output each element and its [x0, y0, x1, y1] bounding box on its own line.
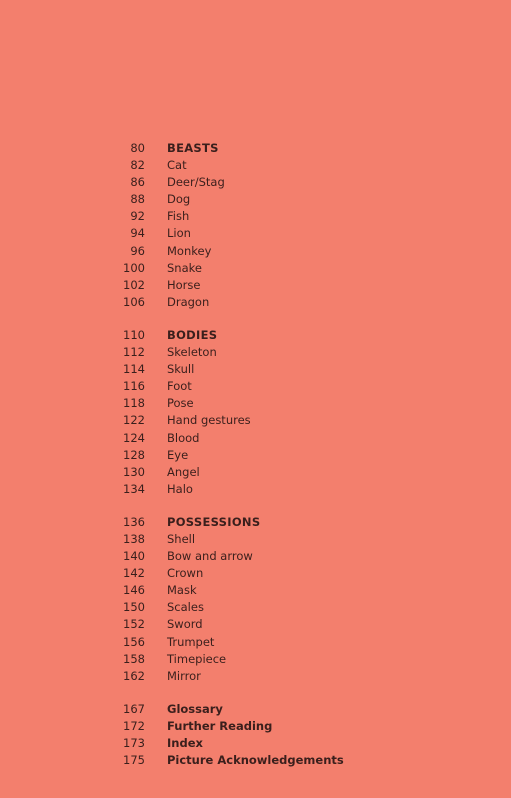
page-number: 173 — [123, 736, 145, 750]
entry-title: Halo — [167, 481, 193, 496]
page-number: 167 — [123, 701, 145, 716]
entry-title: Monkey — [167, 243, 212, 258]
list-item — [0, 157, 511, 174]
list-item — [0, 294, 511, 311]
section-appendix — [0, 701, 511, 769]
list-item — [0, 582, 511, 599]
list-item — [0, 634, 511, 651]
page-number: 96 — [130, 243, 145, 258]
list-item — [0, 464, 511, 481]
list-item — [0, 174, 511, 191]
list-item — [0, 430, 511, 447]
list-item — [0, 718, 511, 735]
entry-title: Cat — [167, 158, 187, 173]
list-item — [0, 260, 511, 277]
page-number: 94 — [130, 226, 145, 241]
page-number: 142 — [123, 566, 145, 581]
page-number: 175 — [123, 753, 145, 768]
page-number: 124 — [123, 430, 145, 445]
list-item — [0, 651, 511, 668]
entry-title: Dragon — [167, 294, 210, 309]
entry-title: Deer/Stag — [167, 175, 225, 190]
entry-title: Further Reading — [167, 718, 273, 733]
section-beasts — [0, 140, 511, 311]
entry-title: Shell — [167, 531, 196, 546]
entry-title: Horse — [167, 277, 201, 292]
entry-title: Eye — [167, 447, 189, 462]
entry-title: Snake — [167, 260, 202, 275]
page-number: 162 — [123, 668, 145, 683]
page-number: 134 — [123, 481, 145, 496]
list-item — [0, 344, 511, 361]
list-item — [0, 225, 511, 242]
list-item — [0, 243, 511, 260]
page-number: 80 — [130, 141, 145, 155]
list-item — [0, 752, 511, 769]
page-number: 92 — [130, 209, 145, 224]
entry-title: Crown — [167, 566, 204, 581]
page-number: 122 — [123, 413, 145, 428]
entry-title: Skull — [167, 362, 195, 377]
page-number: 82 — [130, 158, 145, 173]
entry-title: Blood — [167, 430, 200, 445]
list-item — [0, 395, 511, 412]
entry-title: Skeleton — [167, 345, 217, 360]
list-item — [0, 481, 511, 498]
page-number: 172 — [123, 718, 145, 733]
entry-title: Foot — [167, 379, 192, 394]
entry-title: Mask — [167, 583, 197, 598]
entry-title: Fish — [167, 209, 190, 224]
list-item — [0, 735, 511, 752]
list-item — [0, 565, 511, 582]
entry-title: Angel — [167, 464, 200, 479]
page-number: 130 — [123, 464, 145, 479]
list-item — [0, 531, 511, 548]
entry-title: Scales — [167, 600, 204, 615]
page-number: 112 — [123, 345, 145, 360]
list-item — [0, 361, 511, 378]
entry-title: Bow and arrow — [167, 549, 253, 564]
list-item — [0, 616, 511, 633]
page-number: 128 — [123, 447, 145, 462]
section-title: BODIES — [167, 327, 218, 342]
page-number: 110 — [123, 327, 145, 342]
section-heading — [0, 327, 511, 344]
entry-title: Pose — [167, 396, 194, 411]
list-item — [0, 668, 511, 685]
page-number: 116 — [123, 379, 145, 394]
page-number: 114 — [123, 362, 145, 377]
page-number: 146 — [123, 583, 145, 598]
page-number: 88 — [130, 192, 145, 207]
section-title: BEASTS — [167, 141, 219, 155]
entry-title: Trumpet — [167, 634, 215, 649]
list-item — [0, 701, 511, 718]
section-heading — [0, 140, 511, 157]
list-item — [0, 447, 511, 464]
page-number: 140 — [123, 549, 145, 564]
page-number: 156 — [123, 634, 145, 649]
page-number: 152 — [123, 617, 145, 632]
list-item — [0, 599, 511, 616]
list-item — [0, 412, 511, 429]
table-of-contents — [0, 140, 511, 769]
entry-title: Glossary — [167, 701, 223, 716]
section-title: POSSESSIONS — [167, 514, 261, 529]
page-number: 150 — [123, 600, 145, 615]
entry-title: Timepiece — [167, 651, 227, 666]
page-number: 158 — [123, 651, 145, 666]
page-number: 102 — [123, 277, 145, 292]
page-number: 118 — [123, 396, 145, 411]
page-number: 136 — [123, 514, 145, 529]
section-possessions — [0, 514, 511, 685]
list-item — [0, 548, 511, 565]
section-heading — [0, 514, 511, 531]
entry-title: Dog — [167, 192, 191, 207]
page-number: 100 — [123, 260, 145, 275]
entry-title: Mirror — [167, 668, 201, 683]
entry-title: Hand gestures — [167, 413, 251, 428]
entry-title: Sword — [167, 617, 203, 632]
list-item — [0, 378, 511, 395]
section-bodies — [0, 327, 511, 498]
page-number: 86 — [130, 175, 145, 190]
page-number: 138 — [123, 531, 145, 546]
entry-title: Index — [167, 736, 203, 750]
list-item — [0, 208, 511, 225]
list-item — [0, 191, 511, 208]
list-item — [0, 277, 511, 294]
page-number: 106 — [123, 294, 145, 309]
entry-title: Picture Acknowledgements — [167, 753, 344, 768]
entry-title: Lion — [167, 226, 191, 241]
